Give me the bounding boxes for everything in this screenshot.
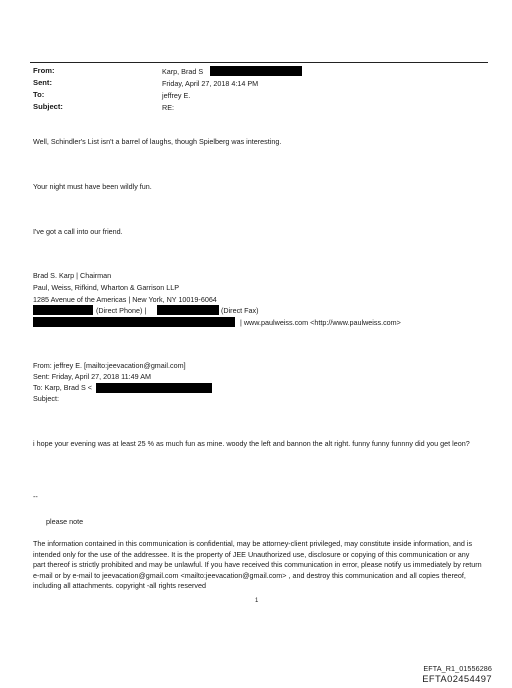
body-line-3: I've got a call into our friend. [33,227,123,236]
bates-number-large: EFTA02454497 [422,673,492,684]
to-label: To: [33,90,45,99]
signature-direct-phone: (Direct Phone) | [96,306,147,315]
subject-label: Subject: [33,102,63,111]
sent-label: Sent: [33,78,52,87]
signature-firm: Paul, Weiss, Rifkind, Wharton & Garrison LLP [33,283,180,292]
quoted-to: To: Karp, Brad S < [33,383,92,392]
signature-address: 1285 Avenue of the Americas | New York, NY 10019-6064 [33,295,217,304]
body-line-1: Well, Schindler's List isn't a barrel of laughs, though Spielberg was interesting. [33,137,282,146]
body-line-2: Your night must have been wildly fun. [33,182,152,191]
signature-web: | www.paulweiss.com <http://www.paulweiss.com> [240,318,401,327]
header-divider [30,62,488,63]
redaction-block [33,317,235,327]
quoted-sent: Sent: Friday, April 27, 2018 11:49 AM [33,372,151,381]
signature-dashes: -- [33,492,38,501]
redaction-block [210,66,302,76]
to-value: jeffrey E. [162,91,191,100]
subject-value: RE: [162,103,174,112]
redaction-block [33,305,93,315]
signature-direct-fax: (Direct Fax) [221,306,259,315]
from-label: From: [33,66,55,75]
quoted-subject: Subject: [33,394,59,403]
signature-name: Brad S. Karp | Chairman [33,271,112,280]
quoted-message: i hope your evening was at least 25 % as much fun as mine. woody the left and bannon the alt right. funny funny funnny did you get leon? [33,439,470,448]
bates-number-small: EFTA_R1_01556286 [423,664,492,673]
disclaimer-text: The information contained in this communication is confidential, may be attorney-client privileged, may constitute inside information, and is intended only for the use of the addressee. It is the property of JEE Unauthorized use, disclosure or copying of this communication or any part thereof is strictly prohibited and may be unlawful. If you have received this communication in error, please notify us immediately by return e-mail or by e-mail to jeevacation@gmail.com <mailto:jeevacation@gmail.com> , and destroy this communication and all copies thereof, including all attachments. copyright -all rights reserved [33,539,482,591]
redaction-block [157,305,219,315]
page-number: 1 [255,598,259,604]
quoted-from: From: jeffrey E. [mailto:jeevacation@gmail.com] [33,361,186,370]
from-value: Karp, Brad S [162,67,204,76]
redaction-block [96,383,212,393]
please-note: please note [46,517,84,526]
sent-value: Friday, April 27, 2018 4:14 PM [162,79,259,88]
